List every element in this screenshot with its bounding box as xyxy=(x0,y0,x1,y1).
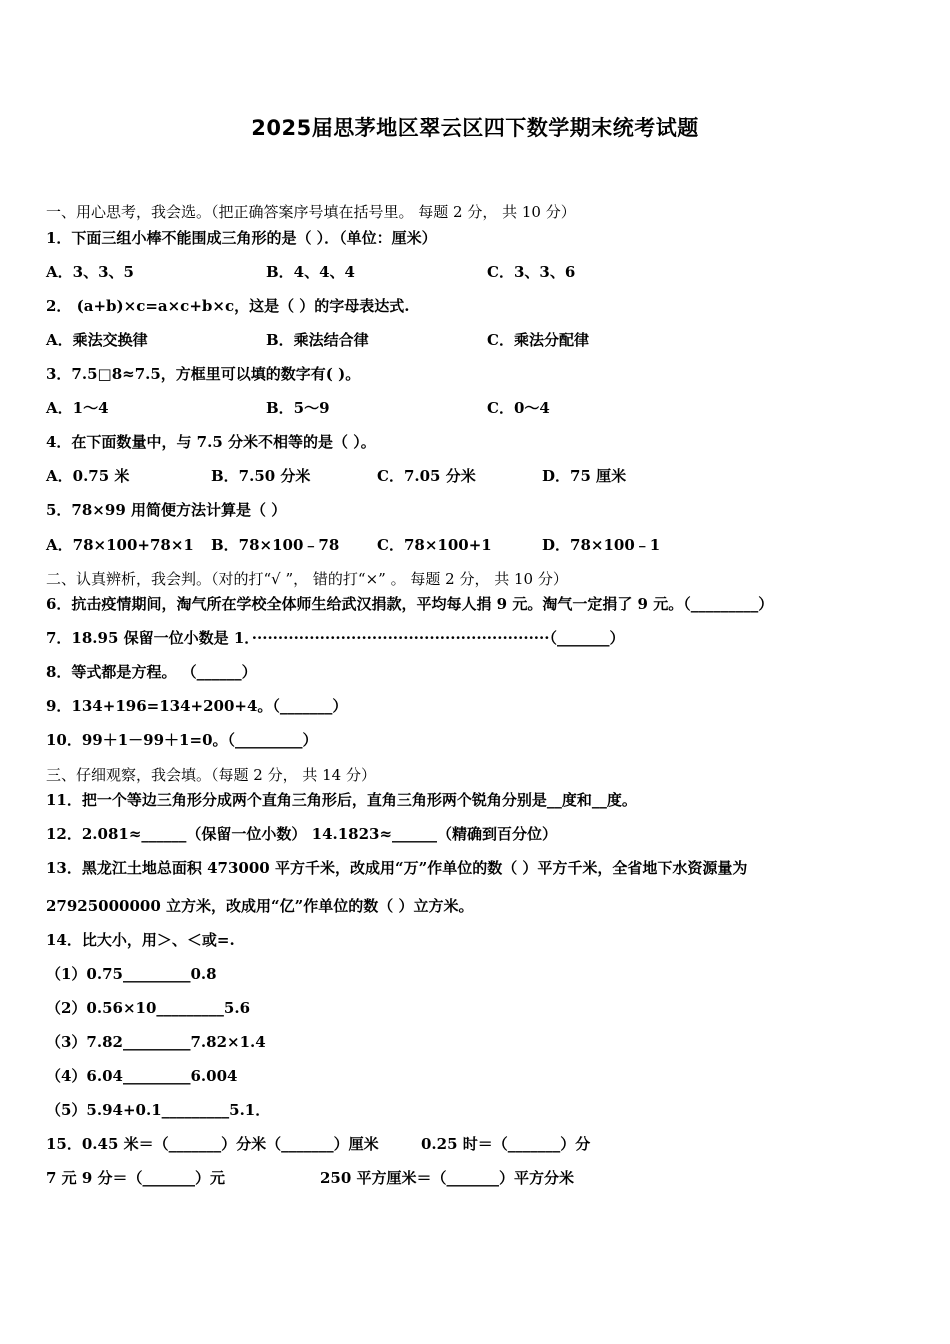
question-2-option-a: A．乘法交换律 xyxy=(46,331,148,349)
question-14-item: （4）6.04_________6.004 xyxy=(46,1067,238,1085)
question-4-option-c: C．7.05 分米 xyxy=(377,467,476,485)
question-3-option-b: B．5～9 xyxy=(266,399,330,417)
question-8: 8．等式都是方程。 （______） xyxy=(46,663,257,681)
section-heading-choice: 一、用心思考，我会选。（把正确答案序号填在括号里。 每题 2 分， 共 10 分） xyxy=(46,203,576,221)
page-title: 2025届思茅地区翠云区四下数学期末统考试题 xyxy=(251,116,699,140)
question-9: 9．134+196=134+200+4。（_______） xyxy=(46,697,348,715)
question-6: 6．抗击疫情期间，淘气所在学校全体师生给武汉捐款，平均每人捐 9 元。淘气一定捐了 9 元。（_________） xyxy=(46,595,774,613)
question-5-stem: 5．78×99 用简便方法计算是（ ） xyxy=(46,501,287,519)
question-1-option-b: B．4、4、4 xyxy=(266,263,355,281)
question-15-part-3: 7 元 9 分＝（_______）元 xyxy=(46,1169,226,1187)
question-14-item: （2）0.56×10_________5.6 xyxy=(46,999,251,1017)
question-14-item: （3）7.82_________7.82×1.4 xyxy=(46,1033,266,1051)
question-11: 11．把一个等边三角形分成两个直角三角形后，直角三角形两个锐角分别是__度和__度。 xyxy=(46,791,637,809)
question-5-option-d: D．78×100﹣1 xyxy=(542,536,661,554)
question-3-stem: 3．7.5□8≈7.5，方框里可以填的数字有( )。 xyxy=(46,365,361,383)
question-4-option-d: D．75 厘米 xyxy=(542,467,627,485)
question-14-stem: 14．比大小，用＞、＜或=. xyxy=(46,931,235,949)
question-15-part-2: 0.25 时＝（_______）分 xyxy=(421,1135,591,1153)
question-4-option-b: B．7.50 分米 xyxy=(211,467,311,485)
question-13-line-2: 27925000000 立方米，改成用“亿”作单位的数（ ）立方米。 xyxy=(46,897,474,915)
question-15-part-1: 15．0.45 米＝（_______）分米（_______）厘米 xyxy=(46,1135,379,1153)
question-1-option-c: C．3、3、6 xyxy=(487,263,576,281)
question-5-option-b: B．78×100﹣78 xyxy=(211,536,340,554)
question-14-item: （5）5.94+0.1_________5.1． xyxy=(46,1101,271,1119)
question-12: 12．2.081≈______（保留一位小数） 14.1823≈______（精确到百分位） xyxy=(46,825,558,843)
question-3-option-c: C．0～4 xyxy=(487,399,550,417)
question-2-option-b: B．乘法结合律 xyxy=(266,331,369,349)
question-4-option-a: A．0.75 米 xyxy=(46,467,130,485)
question-14-item: （1）0.75_________0.8 xyxy=(46,965,217,983)
question-2-stem: 2． (a+b)×c=a×c+b×c，这是（ ）的字母表达式. xyxy=(46,297,410,315)
section-heading-judge: 二、认真辨析，我会判。（对的打“√ ”， 错的打“×” 。 每题 2 分， 共 10 分） xyxy=(46,570,568,588)
question-4-stem: 4．在下面数量中，与 7.5 分米不相等的是（ ）。 xyxy=(46,433,376,451)
question-1-option-a: A．3、3、5 xyxy=(46,263,134,281)
question-10: 10．99＋1－99＋1=0。（_________） xyxy=(46,731,318,749)
question-13-line-1: 13．黑龙江土地总面积 473000 平方千米，改成用“万”作单位的数（ ）平方千米，全省地下水资源量为 xyxy=(46,859,748,877)
question-2-option-c: C．乘法分配律 xyxy=(487,331,589,349)
section-heading-fill: 三、仔细观察，我会填。（每题 2 分， 共 14 分） xyxy=(46,766,376,784)
question-7: 7．18.95 保留一位小数是 1．·························································（_______） xyxy=(46,629,625,647)
question-1-stem: 1．下面三组小棒不能围成三角形的是（ ）．（单位：厘米） xyxy=(46,229,437,247)
question-5-option-a: A．78×100+78×1 xyxy=(46,536,194,554)
question-15-part-4: 250 平方厘米＝（_______）平方分米 xyxy=(320,1169,575,1187)
question-5-option-c: C．78×100+1 xyxy=(377,536,492,554)
question-3-option-a: A．1～4 xyxy=(46,399,109,417)
